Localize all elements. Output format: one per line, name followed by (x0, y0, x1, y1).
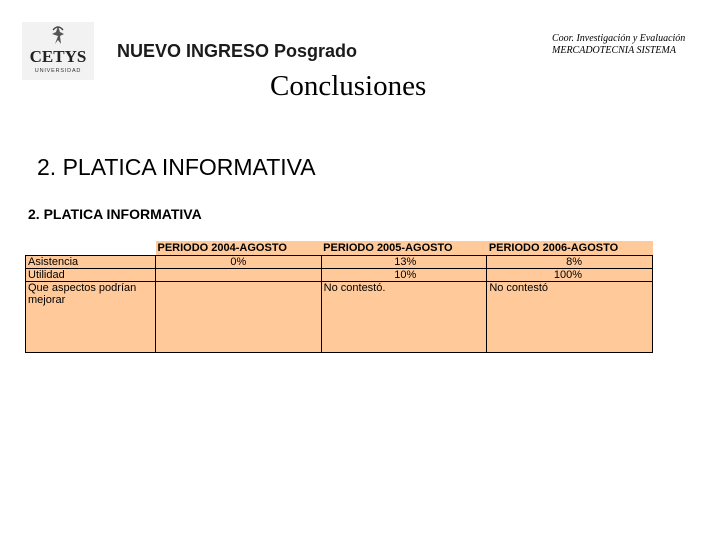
logo-text: CETYS (29, 47, 87, 66)
table-cell: 100% (487, 269, 653, 282)
department-line-1: Coor. Investigación y Evaluación (552, 33, 686, 44)
table-cell: 8% (487, 256, 653, 269)
column-header: PERIODO 2005-AGOSTO (321, 241, 487, 256)
table-header-row (26, 241, 653, 256)
table-corner-cell (26, 241, 156, 256)
logo-subtext: UNIVERSIDAD (34, 68, 82, 74)
department-line-2: MERCADOTECNIA SISTEMA (552, 45, 676, 56)
table-cell: 10% (321, 269, 487, 282)
table-row (26, 282, 653, 353)
table-cell (156, 269, 322, 282)
column-header: PERIODO 2006-AGOSTO (487, 241, 653, 256)
table-row (26, 269, 653, 282)
table-cell: 0% (156, 256, 322, 269)
table-cell: No contestó (487, 282, 653, 353)
row-label: Asistencia (26, 256, 156, 269)
table-cell: No contestó. (321, 282, 487, 353)
table-row (26, 256, 653, 269)
row-label: Utilidad (26, 269, 156, 282)
column-header: PERIODO 2004-AGOSTO (156, 241, 322, 256)
table-cell: 13% (321, 256, 487, 269)
header-title: NUEVO INGRESO Posgrado (117, 41, 358, 61)
platica-table (25, 241, 653, 353)
table-cell (156, 282, 322, 353)
section-heading: 2. PLATICA INFORMATIVA (37, 154, 316, 180)
row-label: Que aspectos podrían mejorar (26, 282, 156, 353)
department-label (552, 33, 712, 57)
table-title: 2. PLATICA INFORMATIVA (28, 206, 202, 222)
page-title: Conclusiones (270, 70, 427, 102)
cetys-logo (22, 22, 94, 80)
